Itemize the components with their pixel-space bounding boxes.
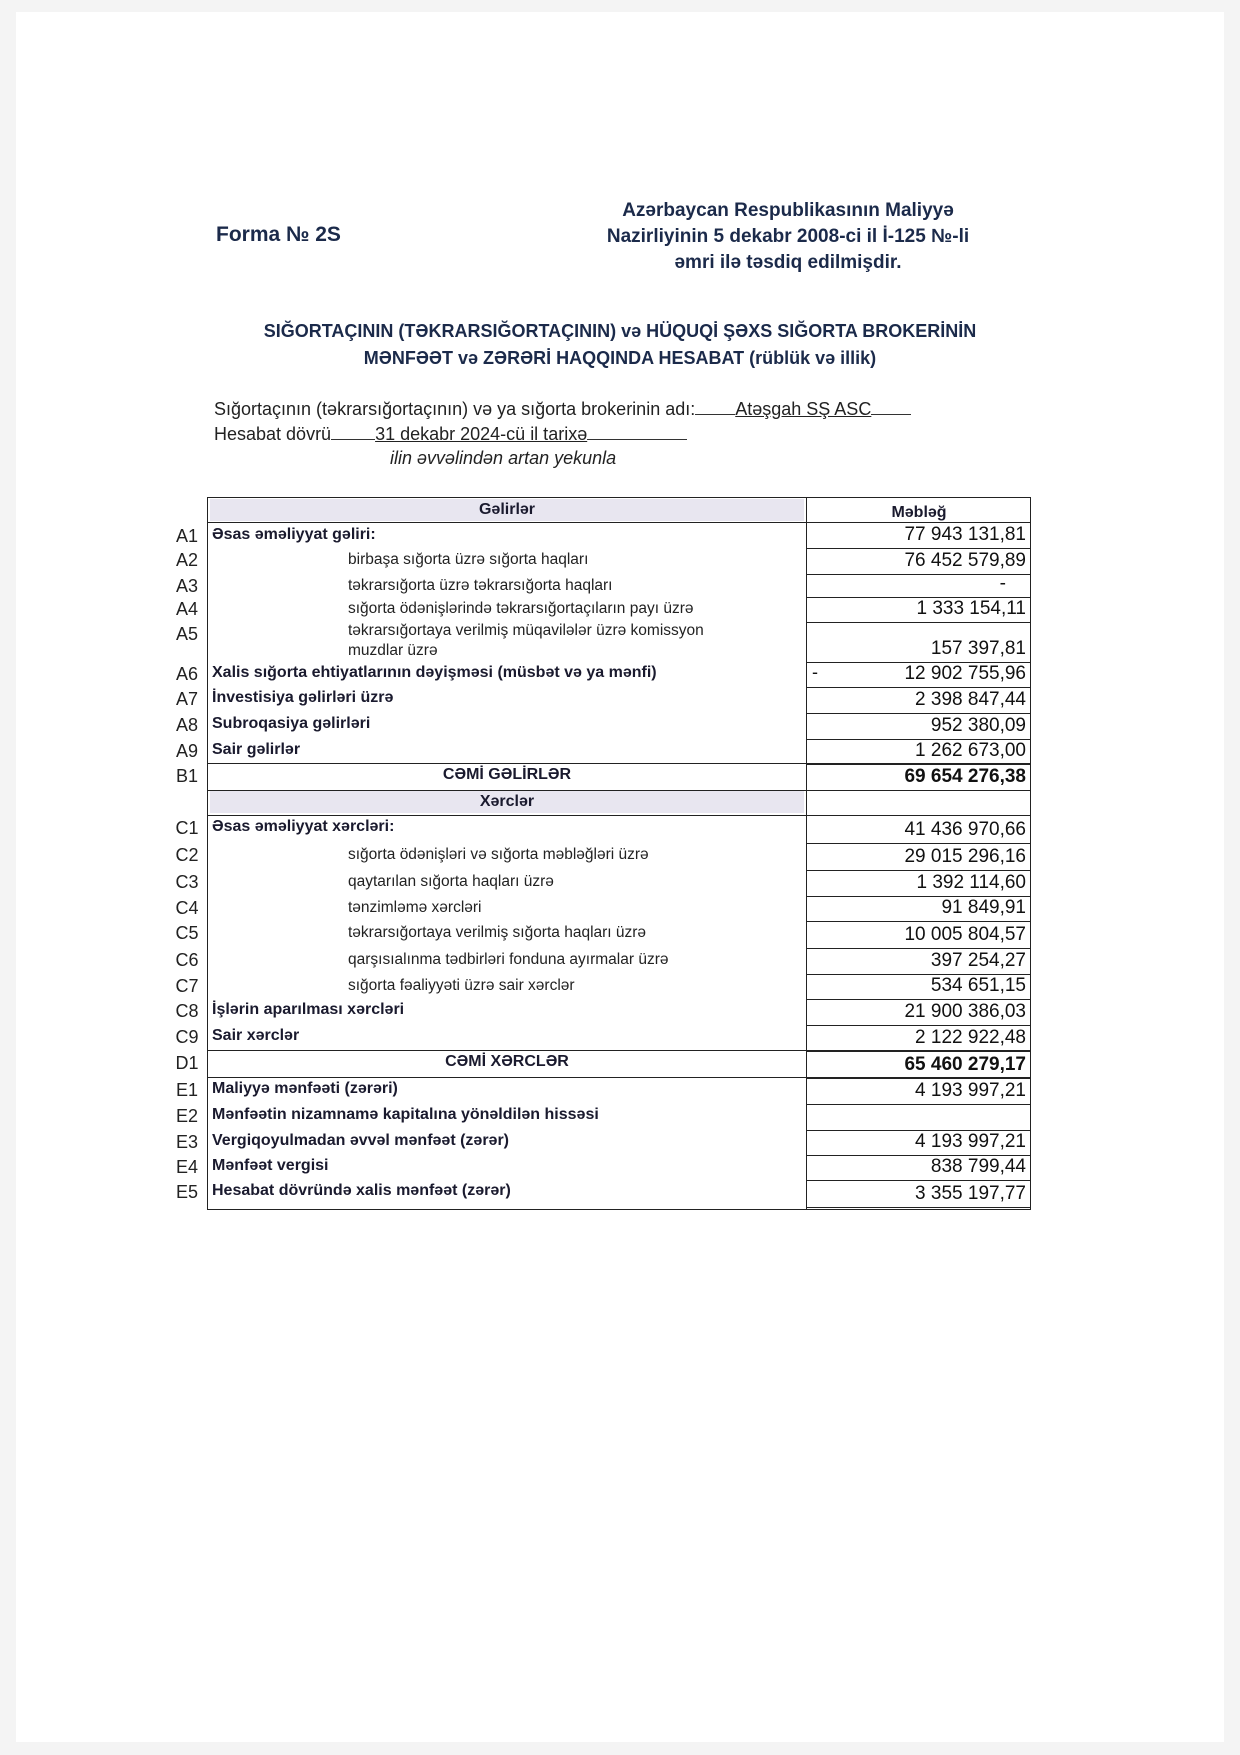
- row-amount: 952 380,09: [930, 715, 1026, 736]
- row-amount: 2 398 847,44: [915, 689, 1026, 710]
- row-code: C8: [175, 1001, 199, 1021]
- header-income: Gəlirlər: [478, 501, 536, 518]
- row-label: sığorta ödənişlərində təkrarsığortaçıların payı üzrə: [348, 600, 694, 617]
- row-label: təkrarsığortaya verilmiş müqavilələr üzrə komissyon: [348, 622, 704, 639]
- row-label: Subroqasiya gəlirləri: [212, 715, 371, 732]
- report-title-line-1: SIĞORTAÇININ (TƏKRARSIĞORTAÇININ) və HÜQUQİ ŞƏXS SIĞORTA BROKERİNİN: [263, 321, 977, 341]
- row-amount: 534 651,15: [930, 975, 1026, 996]
- report-period-value: 31 dekabr 2024-cü il tarixə: [375, 424, 588, 444]
- table-row: [208, 713, 1030, 739]
- row-amount: -: [999, 573, 1006, 594]
- row-code: C7: [175, 976, 199, 996]
- row-code: A4: [175, 599, 199, 619]
- row-code: A7: [175, 689, 199, 709]
- table-row: [208, 597, 1030, 622]
- row-code: A2: [175, 550, 199, 570]
- row-amount: 29 015 296,16: [904, 846, 1026, 867]
- row-amount: 4 193 997,21: [915, 1131, 1026, 1152]
- row-amount: 12 902 755,96: [904, 663, 1026, 684]
- table-row: [208, 1180, 1030, 1207]
- row-label: sığorta ödənişləri və sığorta məbləğləri üzrə: [348, 846, 649, 863]
- table-row: [208, 921, 1030, 948]
- row-amount: 157 397,81: [930, 638, 1026, 659]
- table-row: [208, 764, 1030, 790]
- row-code: A3: [175, 576, 199, 596]
- table-row: [208, 843, 1030, 870]
- amount-cell-border: [806, 1207, 1030, 1208]
- row-amount: 1 392 114,60: [916, 872, 1026, 893]
- row-amount: 4 193 997,21: [915, 1080, 1026, 1101]
- row-label: CƏMİ GƏLİRLƏR: [442, 766, 572, 783]
- row-code: B1: [175, 766, 199, 786]
- table-row: [208, 574, 1030, 597]
- row-label: Sair gəlirlər: [212, 741, 301, 758]
- row-amount: 21 900 386,03: [904, 1001, 1026, 1022]
- row-label: Mənfəət vergisi: [212, 1157, 329, 1174]
- row-label: Maliyyə mənfəəti (zərəri): [212, 1080, 398, 1097]
- row-label: sığorta fəaliyyəti üzrə sair xərclər: [348, 977, 575, 994]
- underline: [331, 423, 375, 440]
- table-row: [208, 870, 1030, 896]
- row-amount: 838 799,44: [930, 1156, 1026, 1177]
- underline: [695, 398, 735, 415]
- row-code: A8: [175, 715, 199, 735]
- row-code: C3: [175, 872, 199, 892]
- row-code: D1: [175, 1053, 199, 1073]
- approval-note: [598, 198, 978, 276]
- row-amount: 397 254,27: [930, 950, 1026, 971]
- header-amount: Məbləğ: [891, 504, 947, 521]
- row-code: E3: [175, 1132, 199, 1152]
- row-code: C5: [175, 923, 199, 943]
- table-row: [208, 1051, 1030, 1078]
- row-label: Əsas əməliyyat gəliri:: [212, 526, 376, 543]
- row-code: A1: [175, 526, 199, 546]
- table-row: [208, 948, 1030, 974]
- table-row: [208, 548, 1030, 574]
- approval-line-3: əmri ilə təsdiq edilmişdir.: [674, 252, 902, 273]
- table-row: [208, 662, 1030, 687]
- row-label: Sair xərclər: [212, 1027, 300, 1044]
- insurer-name-label: Sığortaçının (təkrarsığortaçının) və ya sığorta brokerinin adı:: [214, 399, 696, 419]
- row-amount: 3 355 197,77: [915, 1183, 1026, 1204]
- table-row: [208, 1104, 1030, 1130]
- row-amount: 1 262 673,00: [915, 740, 1026, 761]
- table-row: [208, 1025, 1030, 1051]
- table-row: [208, 896, 1030, 921]
- report-title-line-2: MƏNFƏƏT və ZƏRƏRİ HAQQINDA HESABAT (rüblük və illik): [363, 348, 877, 368]
- table-row: [208, 1078, 1030, 1104]
- form-number: Forma № 2S: [216, 223, 341, 246]
- table-row: [208, 622, 1030, 662]
- row-label: qaytarılan sığorta haqları üzrə: [348, 873, 554, 890]
- report-title: [160, 318, 1080, 372]
- row-code: C2: [175, 845, 199, 865]
- row-label: təkrarsığorta üzrə təkrarsığorta haqları: [348, 577, 613, 594]
- table-row: [208, 524, 1030, 548]
- row-code: A6: [175, 664, 199, 684]
- row-label: Mənfəətin nizamnamə kapitalına yönəldilən hissəsi: [212, 1106, 599, 1123]
- row-code: E1: [175, 1080, 199, 1100]
- row-code: E2: [175, 1106, 199, 1126]
- row-amount: 91 849,91: [941, 897, 1026, 918]
- table-row: [208, 974, 1030, 999]
- table-row: [208, 816, 1030, 843]
- row-label: İşlərin aparılması xərcləri: [212, 1001, 405, 1018]
- row-code: A9: [175, 741, 199, 761]
- negative-sign: -: [812, 662, 818, 682]
- row-amount: 41 436 970,66: [904, 819, 1026, 840]
- row-code: E5: [175, 1182, 199, 1202]
- row-label: CƏMİ XƏRCLƏR: [445, 1053, 569, 1070]
- insurer-name-value: Atəşgah SŞ ASC: [735, 399, 872, 419]
- row-amount: 69 654 276,38: [904, 766, 1026, 787]
- row-amount: 2 122 922,48: [915, 1027, 1026, 1048]
- row-label: İnvestisiya gəlirləri üzrə: [212, 689, 394, 706]
- amount-cell-border: [806, 790, 1030, 791]
- income-statement-table: [207, 497, 1031, 1210]
- table-row: [208, 999, 1030, 1025]
- row-amount: 10 005 804,57: [904, 924, 1026, 945]
- row-code: C6: [175, 950, 199, 970]
- row-label: Xalis sığorta ehtiyatlarının dəyişməsi (müsbət və ya mənfi): [212, 664, 657, 681]
- row-code: C4: [175, 898, 199, 918]
- row-amount: 1 333 154,11: [916, 598, 1026, 619]
- row-label: Əsas əməliyyat xərcləri:: [212, 818, 395, 835]
- table-row: [208, 1155, 1030, 1180]
- row-label: qarşısıalınma tədbirləri fonduna ayırmalar üzrə: [348, 951, 669, 968]
- header-separator: [208, 522, 1030, 523]
- row-label: Vergiqoyulmadan əvvəl mənfəət (zərər): [212, 1132, 509, 1149]
- underline: [871, 398, 911, 415]
- row-label-continued: muzdlar üzrə: [348, 642, 438, 659]
- cumulative-note: ilin əvvəlindən artan yekunla: [390, 448, 617, 468]
- row-label: tənzimləmə xərcləri: [348, 899, 482, 916]
- row-amount: 65 460 279,17: [904, 1054, 1026, 1075]
- row-code: A5: [175, 624, 199, 644]
- row-label: Hesabat dövründə xalis mənfəət (zərər): [212, 1182, 511, 1199]
- report-period-line: [214, 423, 687, 445]
- row-code: C9: [175, 1027, 199, 1047]
- row-code: E4: [175, 1157, 199, 1177]
- row-code: C1: [175, 818, 199, 838]
- report-period-label: Hesabat dövrü: [214, 424, 332, 444]
- underline: [587, 423, 687, 440]
- table-row: [208, 1130, 1030, 1155]
- approval-line-2: Nazirliyinin 5 dekabr 2008-ci il İ-125 №-li: [606, 226, 970, 247]
- row-amount: 77 943 131,81: [904, 524, 1026, 545]
- row-amount: 76 452 579,89: [904, 550, 1026, 571]
- table-row: [208, 739, 1030, 764]
- row-label: birbaşa sığorta üzrə sığorta haqları: [348, 551, 589, 568]
- header-expenses: Xərclər: [479, 793, 535, 810]
- approval-line-1: Azərbaycan Respublikasının Maliyyə: [622, 200, 954, 221]
- row-label: təkrarsığortaya verilmiş sığorta haqları üzrə: [348, 924, 647, 941]
- table-row: [208, 687, 1030, 713]
- insurer-name-line: [214, 398, 911, 420]
